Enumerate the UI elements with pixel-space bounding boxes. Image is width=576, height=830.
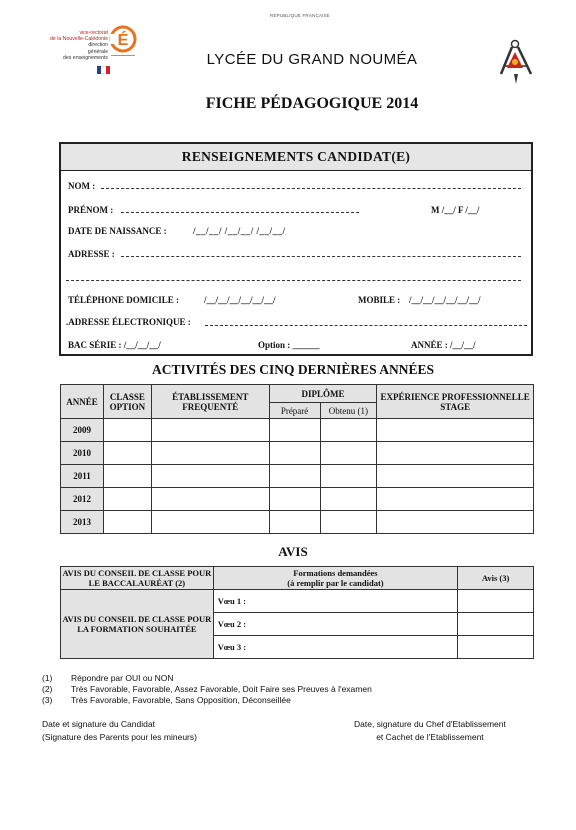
adresse-field-line-1[interactable] [121,256,521,257]
option-field[interactable]: Option : ______ [258,340,320,350]
etablissement-cell[interactable] [151,511,269,534]
prenom-label: PRÉNOM : [68,205,114,215]
prepare-cell[interactable] [269,419,320,442]
footnote: (1) Répondre par OUI ou NON [42,673,174,683]
obtenu-cell[interactable] [320,488,377,511]
candidate-info-section [59,142,533,356]
obtenu-cell[interactable] [320,419,377,442]
obtenu-cell[interactable] [320,465,377,488]
table-row [61,488,534,511]
classe-cell[interactable] [103,442,151,465]
col-obtenu: Obtenu (1) [320,403,377,419]
footnotes [42,673,372,707]
voeu-2-avis-cell[interactable] [458,613,534,636]
avis-col-header: Avis (3) [458,567,534,590]
sexe-field[interactable]: M /__/ F /__/ [431,205,480,215]
date-naissance-label: DATE DE NAISSANCE : [68,226,167,236]
avis-table [60,566,534,659]
school-compass-logo-icon [497,38,537,86]
page-title: FICHE PÉDAGOGIQUE 2014 [205,95,419,112]
year-cell: 2013 [61,511,104,534]
etablissement-cell[interactable] [151,419,269,442]
experience-cell[interactable] [377,511,534,534]
vice-rectorat-logo [50,22,140,78]
obtenu-cell[interactable] [320,511,377,534]
avis-formation-label: AVIS DU CONSEIL DE CLASSE POUR LA FORMATION SOUHAITÉE [61,590,214,659]
formations-header: Formations demandées (à remplir par le candidat) [213,567,457,590]
prepare-cell[interactable] [269,488,320,511]
email-label: .ADRESSE ÉLECTRONIQUE : [66,317,191,327]
principal-signature-block: Date, signature du Chef d'Etablissement et Cachet de l'Etablissement [354,719,506,742]
classe-cell[interactable] [103,419,151,442]
col-classe-option: CLASSE OPTION [103,385,151,419]
activities-title: ACTIVITÉS DES CINQ DERNIÈRES ANNÉES [151,362,435,377]
classe-cell[interactable] [103,465,151,488]
year-cell: 2009 [61,419,104,442]
voeu-3-field[interactable]: Vœu 3 : [213,636,457,659]
republique-francaise-label: RÉPUBLIQUE FRANÇAISE [270,13,331,18]
etablissement-cell[interactable] [151,465,269,488]
nom-label: NOM : [68,181,96,191]
telephone-field[interactable]: /__/__/__/__/__/__/ [204,295,276,305]
col-etablissement: ÉTABLISSEMENT FREQUENTÉ [151,385,269,419]
voeu-1-field[interactable]: Vœu 1 : [213,590,457,613]
table-row [61,419,534,442]
avis-bac-label: AVIS DU CONSEIL DE CLASSE POUR LE BACCALAURÉAT (2) [62,568,212,588]
col-annee: ANNÉE [61,385,104,419]
prenom-field[interactable] [121,212,359,213]
year-cell: 2011 [61,465,104,488]
table-row [61,442,534,465]
table-row [61,511,534,534]
email-field[interactable] [205,325,527,326]
classe-cell[interactable] [103,488,151,511]
adresse-field-line-2[interactable] [66,280,521,281]
mobile-label: MOBILE : [358,295,401,305]
voeu-1-avis-cell[interactable] [458,590,534,613]
experience-cell[interactable] [377,488,534,511]
telephone-label: TÉLÉPHONE DOMICILE : [68,295,180,305]
prepare-cell[interactable] [269,442,320,465]
voeu-2-field[interactable]: Vœu 2 : [213,613,457,636]
experience-cell[interactable] [377,465,534,488]
candidate-signature-block: Date et signature du Candidat (Signature des Parents pour les mineurs) [42,719,197,742]
experience-cell[interactable] [377,442,534,465]
adresse-label: ADRESSE : [68,249,115,259]
avis-title: AVIS [278,544,308,559]
candidate-info-heading: RENSEIGNEMENTS CANDIDAT(E) [61,144,531,171]
nom-field[interactable] [101,188,521,189]
obtenu-cell[interactable] [320,442,377,465]
col-prepare: Préparé [269,403,320,419]
col-experience: EXPÉRIENCE PROFESSIONNELLE STAGE [377,385,534,419]
etablissement-cell[interactable] [151,442,269,465]
school-name: LYCÉE DU GRAND NOUMÉA [206,51,418,68]
footnote: (2) Très Favorable, Favorable, Assez Favorable, Doit Faire ses Preuves à l'examen [42,684,372,695]
activities-table [60,384,534,534]
prepare-cell[interactable] [269,465,320,488]
annee-bac-field[interactable]: ANNÉE : /__/__/ [411,340,476,350]
etablissement-cell[interactable] [151,488,269,511]
footnote: (3) Très Favorable, Favorable, Sans Opposition, Déconseillée [42,695,291,706]
prepare-cell[interactable] [269,511,320,534]
svg-text:É: É [117,32,129,49]
year-cell: 2012 [61,488,104,511]
classe-cell[interactable] [103,511,151,534]
col-diplome: DIPLÔME [269,385,377,403]
voeu-3-avis-cell[interactable] [458,636,534,659]
experience-cell[interactable] [377,419,534,442]
year-cell: 2010 [61,442,104,465]
bac-serie-field[interactable]: BAC SÉRIE : /__/__/__/ [68,340,161,350]
mobile-field[interactable]: /__/__/__/__/__/__/ [409,295,481,305]
vice-rectorat-logo-text: vice-rectorat de la Nouvelle-Calédonie direction générale des enseignements [50,30,108,61]
table-row [61,465,534,488]
date-naissance-field[interactable]: /__/__/ /__/__/ /__/__/ [193,226,286,236]
